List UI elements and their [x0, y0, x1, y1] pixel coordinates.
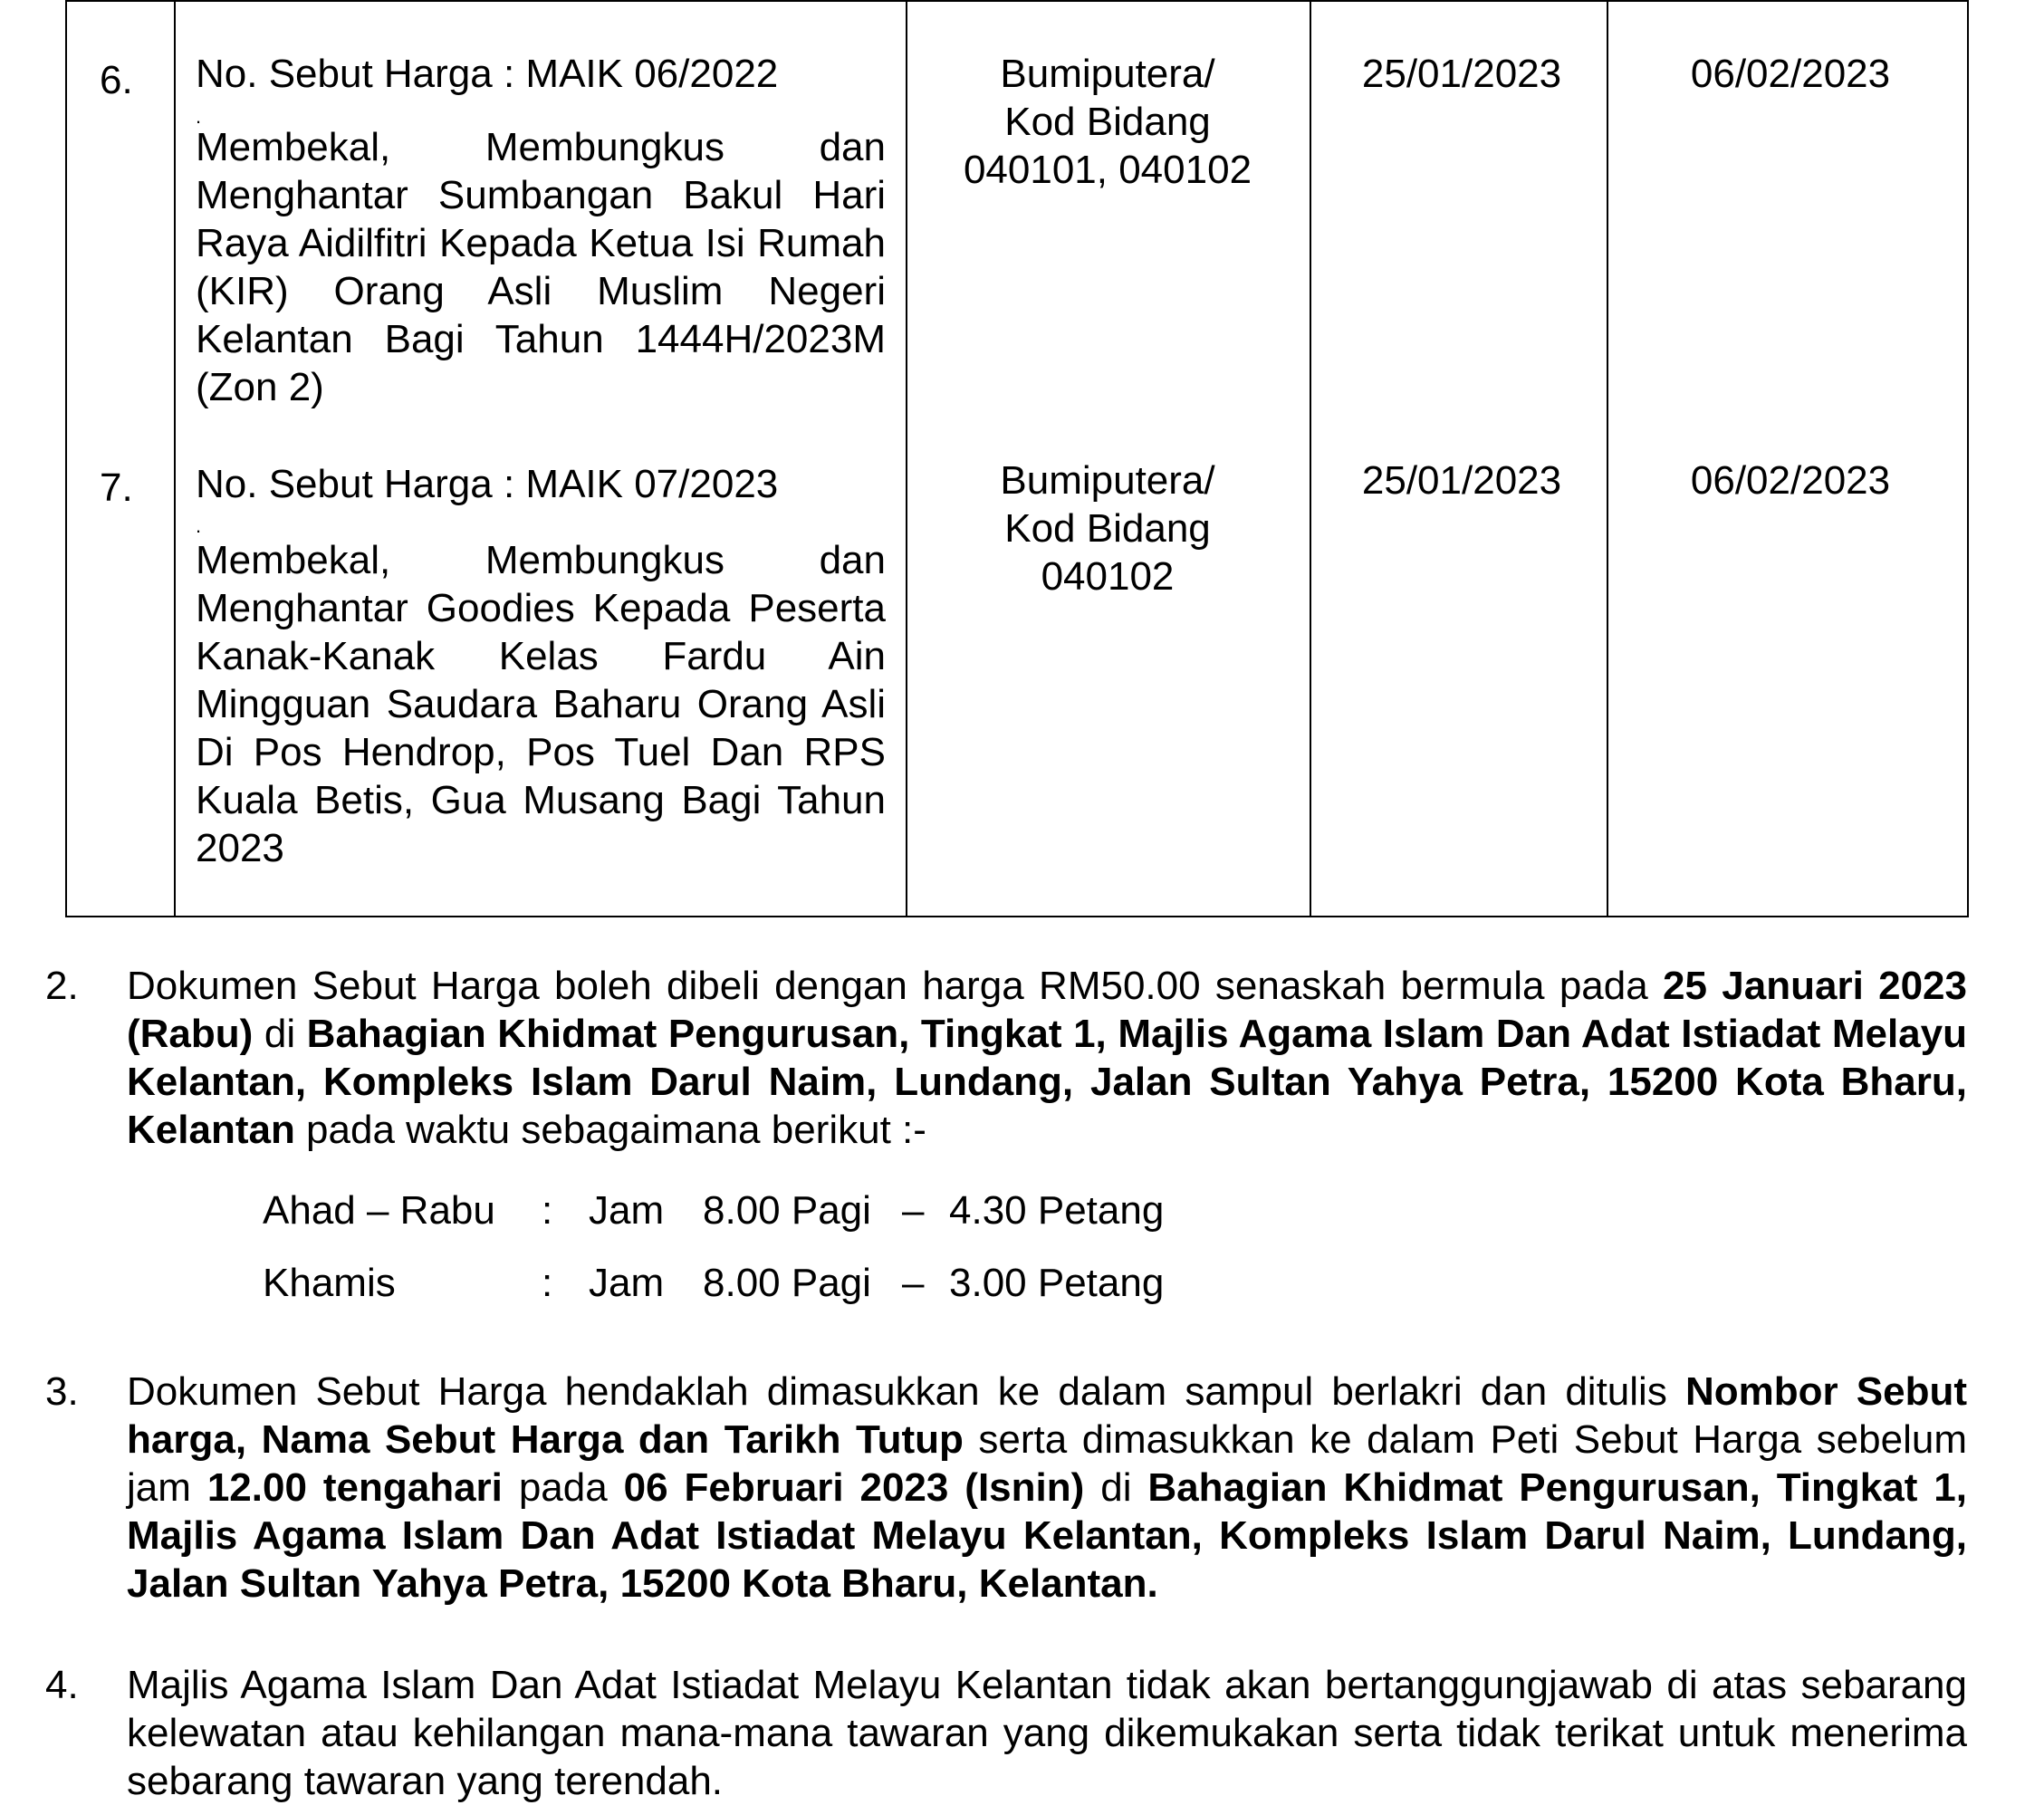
category-line: Kod Bidang — [1004, 506, 1211, 551]
quotation-description: Membekal, Membungkus dan Menghantar Goodies Kepada Peserta Kanak-Kanak Kelas Fardu Ain Mingguan Saudara Baharu Orang Asli Di Pos Hendrop, Pos Tuel Dan RPS Kuala Betis, Gua Musang Bagi Tahun 2023 — [196, 538, 886, 870]
quotation-number: No. Sebut Harga : MAIK 06/2022 — [196, 52, 779, 96]
paragraph-text: Dokumen Sebut Harga boleh dibeli dengan harga RM50.00 senaskah bermula pada — [127, 964, 1664, 1008]
row-number: 7. — [100, 466, 133, 510]
quotation-description: Membekal, Membungkus dan Menghantar Sumbangan Bakul Hari Raya Aidilfitri Kepada Ketua Isi Rumah (KIR) Orang Asli Muslim Negeri Kelantan Bagi Tahun 1444H/2023M (Zon 2) — [196, 125, 886, 409]
deadline-time: 12.00 tengahari — [206, 1465, 503, 1510]
schedule-start: 8.00 Pagi — [703, 1261, 871, 1305]
paragraph-text: pada — [502, 1465, 624, 1510]
paragraph-text: serta dimasukkan ke dalam Peti Sebut Harga sebelum jam — [127, 1417, 1967, 1510]
deadline-date: 06 Februari 2023 (Isnin) — [623, 1465, 1085, 1510]
submission-location: Bahagian Khidmat Pengurusan, Tingkat 1, Majlis Agama Islam Dan Adat Istiadat Melayu Kelantan, Kompleks Islam Darul Naim, Lundang, Jalan Sultan Yahya Petra, 15200 Kota Bharu, Kelantan. — [127, 1465, 1967, 1606]
table-column-divider — [906, 0, 907, 917]
paragraph-number: 2. — [45, 964, 79, 1008]
table-column-divider — [1967, 0, 1969, 917]
category-cell — [909, 456, 1306, 600]
schedule-start: 8.00 Pagi — [703, 1188, 871, 1233]
paragraph-text: pada waktu sebagaimana berikut :- — [294, 1108, 926, 1152]
schedule-dash: – — [902, 1188, 925, 1233]
category-cell — [909, 50, 1306, 194]
schedule-separator: : — [542, 1188, 553, 1233]
row-number: 6. — [100, 58, 133, 102]
table-column-divider — [65, 0, 67, 917]
purchase-location: Bahagian Khidmat Pengurusan, Tingkat 1, Majlis Agama Islam Dan Adat Istiadat Melayu Kelantan, Kompleks Islam Darul Naim, Lundang, Jalan Sultan Yahya Petra, 15200 Kota Bharu, Kelantan — [127, 1012, 1967, 1152]
paragraph-submission-info — [127, 1368, 1967, 1608]
paragraph-disclaimer: Majlis Agama Islam Dan Adat Istiadat Melayu Kelantan tidak akan bertanggungjawab di atas sebarang kelewatan atau kehilangan mana-mana tawaran yang dikemukakan serta tidak terikat untuk menerima sebarang tawaran yang terendah. — [127, 1663, 1967, 1803]
schedule-days: Ahad – Rabu — [263, 1188, 495, 1233]
quotation-number: No. Sebut Harga : MAIK 07/2023 — [196, 462, 779, 506]
schedule-days: Khamis — [263, 1261, 396, 1305]
category-line: Bumiputera/ — [1000, 458, 1215, 503]
table-top-border — [65, 0, 1969, 2]
row-dot: . — [196, 514, 202, 537]
schedule-jam-label: Jam — [589, 1261, 665, 1305]
schedule-end: 3.00 Petang — [949, 1261, 1165, 1305]
purchase-start-date: 25 Januari 2023 (Rabu) — [127, 964, 1967, 1056]
paragraph-text: di — [253, 1012, 307, 1056]
paragraph-text: di — [1084, 1465, 1148, 1510]
schedule-end: 4.30 Petang — [949, 1188, 1165, 1233]
category-line: Bumiputera/ — [1000, 52, 1215, 96]
envelope-labels: Nombor Sebut harga, Nama Sebut Harga dan Tarikh Tutup — [127, 1369, 1967, 1462]
open-date: 25/01/2023 — [1361, 458, 1562, 503]
category-line: 040102 — [1041, 554, 1175, 599]
row-dot: . — [196, 105, 202, 128]
paragraph-text: Dokumen Sebut Harga hendaklah dimasukkan ke dalam sampul berlakri dan ditulis — [127, 1369, 1685, 1414]
paragraph-purchase-info — [127, 962, 1967, 1154]
table-bottom-border — [65, 916, 1969, 917]
paragraph-number: 3. — [45, 1369, 79, 1414]
schedule-separator: : — [542, 1261, 553, 1305]
close-date: 06/02/2023 — [1690, 52, 1891, 96]
paragraph-number: 4. — [45, 1663, 79, 1707]
close-date: 06/02/2023 — [1690, 458, 1891, 503]
category-line: Kod Bidang — [1004, 100, 1211, 144]
table-column-divider — [174, 0, 176, 917]
table-column-divider — [1310, 0, 1311, 917]
schedule-dash: – — [902, 1261, 925, 1305]
schedule-jam-label: Jam — [589, 1188, 665, 1233]
category-line: 040101, 040102 — [963, 148, 1252, 192]
open-date: 25/01/2023 — [1361, 52, 1562, 96]
